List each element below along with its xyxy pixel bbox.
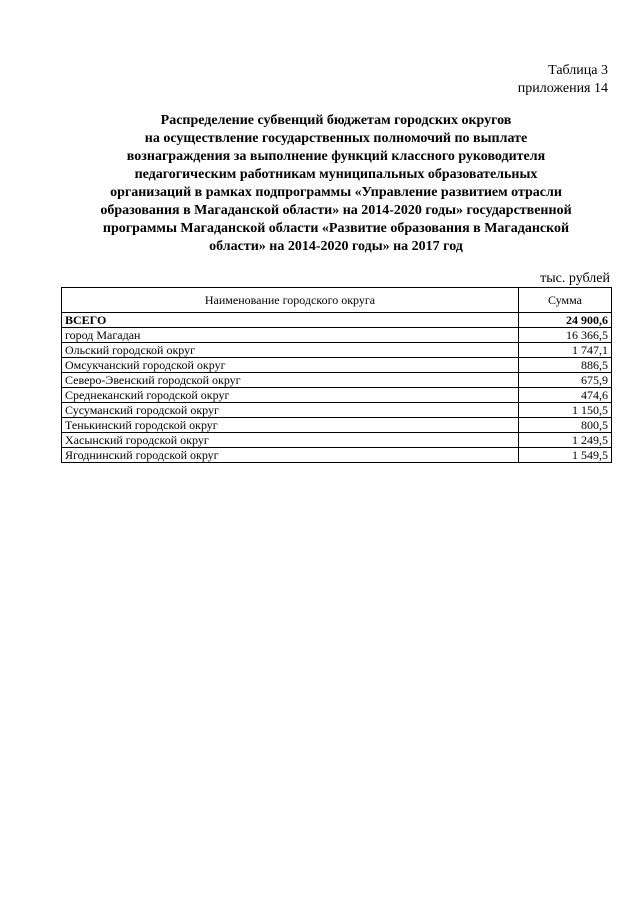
table-row [62,418,612,433]
title-line: вознаграждения за выполнение функций классного руководителя [126,149,546,164]
district-name: Ольский городской округ [62,343,519,358]
title-line: программы Магаданской области «Развитие образования в Магаданской [102,221,570,236]
units-label: тыс. рублей [540,271,610,286]
title-line: области» на 2014-2020 годы» на 2017 год [209,239,463,254]
district-sum: 1 747,1 [519,343,612,358]
district-sum: 1 249,5 [519,433,612,448]
column-header-sum: Сумма [519,288,612,313]
district-name: Омсукчанский городской округ [62,358,519,373]
district-sum: 1 150,5 [519,403,612,418]
district-name: Сусуманский городской округ [62,403,519,418]
document-title [60,112,612,256]
table-reference [518,62,608,98]
district-sum: 886,5 [519,358,612,373]
district-sum: 800,5 [519,418,612,433]
table-row [62,433,612,448]
table-row-total [62,313,612,328]
district-name: Тенькинский городской округ [62,418,519,433]
title-line: образования в Магаданской области» на 2014-2020 годы» государственной [100,203,572,218]
district-name: Ягоднинский городской округ [62,448,519,463]
table-row [62,343,612,358]
title-line: на осуществление государственных полномочий по выплате [144,131,528,146]
title-line: организаций в рамках подпрограммы «Управление развитием отрасли [110,185,562,200]
table-row [62,358,612,373]
title-line: Распределение субвенций бюджетам городских округов [160,113,512,128]
table-row [62,328,612,343]
district-name: Среднеканский городской округ [62,388,519,403]
total-value: 24 900,6 [519,313,612,328]
column-header-name: Наименование городского округа [62,288,519,313]
district-name: город Магадан [62,328,519,343]
table-row [62,448,612,463]
district-sum: 474,6 [519,388,612,403]
table-header-row [62,288,612,313]
district-sum: 16 366,5 [519,328,612,343]
district-name: Северо-Эвенский городской округ [62,373,519,388]
total-label: ВСЕГО [62,313,519,328]
table-row [62,373,612,388]
district-sum: 1 549,5 [519,448,612,463]
table-row [62,403,612,418]
table-row [62,388,612,403]
title-line: педагогическим работникам муниципальных образовательных [134,167,538,182]
subsidy-table [61,287,612,463]
district-name: Хасынский городской округ [62,433,519,448]
district-sum: 675,9 [519,373,612,388]
table-number: Таблица 3 [548,63,608,78]
appendix-reference: приложения 14 [517,81,608,96]
